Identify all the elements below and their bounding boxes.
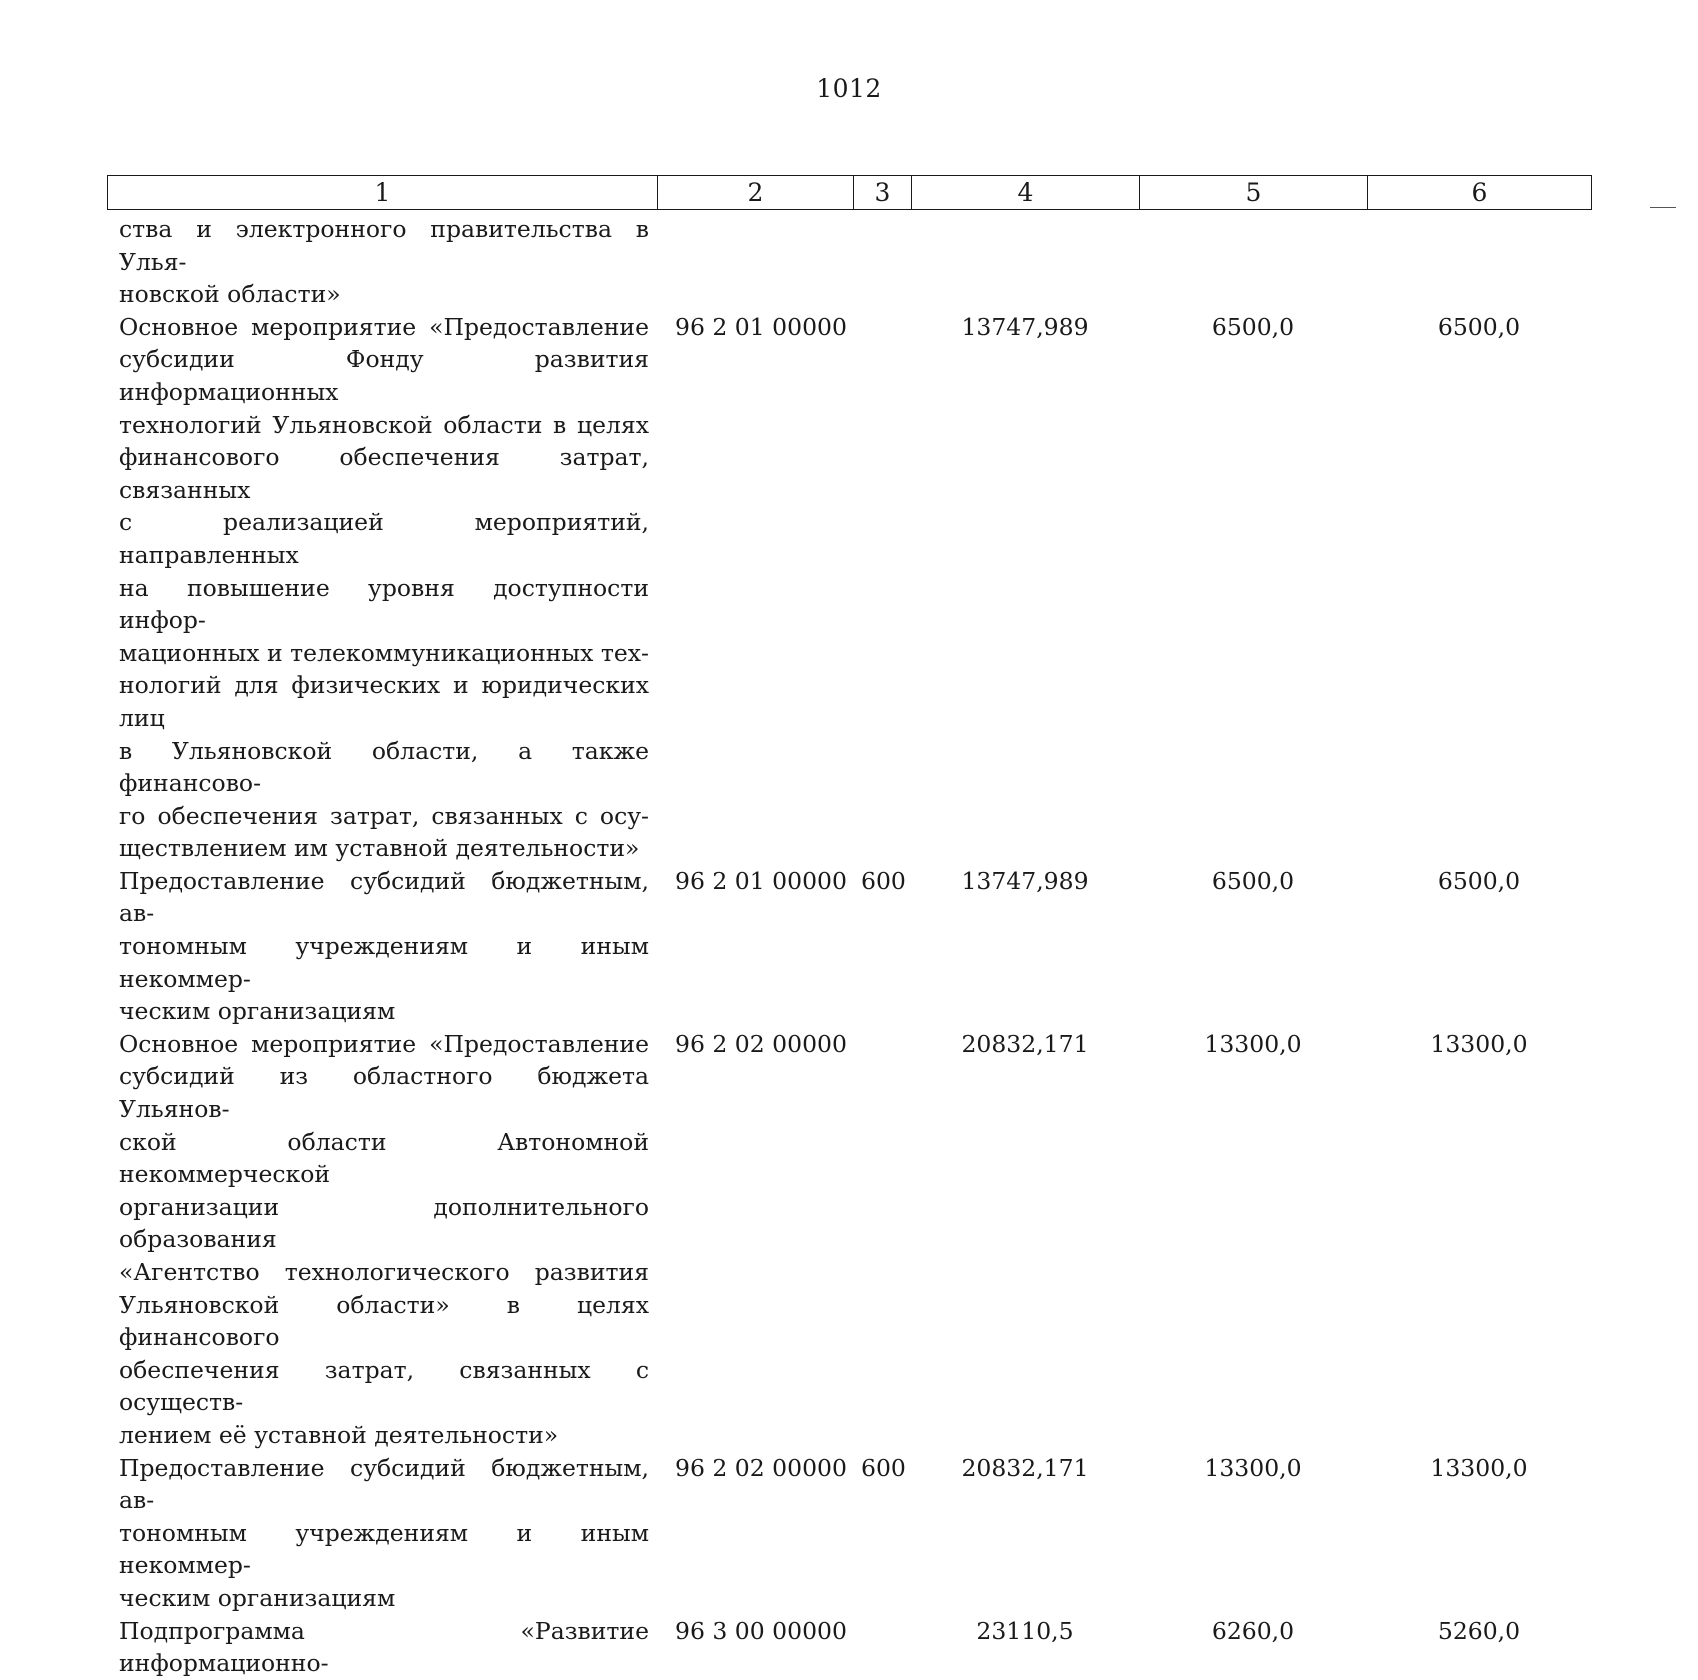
row-value-col6: 6500,0 <box>1437 312 1521 341</box>
row-value-col6: 5260,0 <box>1437 1616 1521 1645</box>
description-line: ской области Автономной некоммерческой <box>119 1127 649 1189</box>
table-row <box>107 1028 1591 1452</box>
margin-mark <box>1650 207 1676 208</box>
row-value-col6: 13300,0 <box>1430 1029 1528 1058</box>
row-code: 96 2 01 00000 <box>675 866 847 895</box>
description-line: субсидии Фонду развития информационных <box>119 345 649 406</box>
description-line: обеспечения затрат, связанных с осуществ- <box>119 1355 649 1417</box>
header-col-5: 5 <box>1140 176 1368 210</box>
row-value-col5 <box>1139 213 1367 311</box>
description-line: Предоставление субсидий бюджетным, ав- <box>119 1453 649 1515</box>
row-description <box>107 311 657 865</box>
row-value-col4: 20832,171 <box>961 1029 1089 1058</box>
row-value-col5: 13300,0 <box>1204 1453 1302 1482</box>
description-line: го обеспечения затрат, связанных с осу- <box>119 801 649 830</box>
row-code: 96 3 00 00000 <box>675 1616 847 1645</box>
row-description <box>107 1028 657 1452</box>
description-line: мационных и телекоммуникационных тех- <box>119 638 649 667</box>
description-line: тономным учреждениям и иным некоммер- <box>119 932 649 993</box>
row-value-col4: 20832,171 <box>961 1453 1089 1482</box>
header-col-4: 4 <box>912 176 1140 210</box>
table-row <box>107 865 1591 1028</box>
row-expense-type <box>853 311 911 865</box>
description-line: тономным учреждениям и иным некоммер- <box>119 1518 649 1580</box>
description-line: ства и электронного правительства в Улья- <box>119 215 649 276</box>
row-expense-type <box>853 1028 911 1452</box>
row-description <box>107 1452 657 1615</box>
row-value-col6 <box>1367 213 1591 311</box>
description-line: с реализацией мероприятий, направленных <box>119 508 649 569</box>
header-row <box>108 176 1592 210</box>
header-col-2: 2 <box>658 176 854 210</box>
description-line: Основное мероприятие «Предоставление <box>119 312 649 341</box>
description-line: финансового обеспечения затрат, связанных <box>119 443 649 504</box>
row-value-col4: 23110,5 <box>976 1616 1074 1645</box>
description-line: технологий Ульяновской области в целях <box>119 410 649 439</box>
page-number: 1012 <box>816 74 882 103</box>
row-code: 96 2 02 00000 <box>675 1029 847 1058</box>
row-value-col4 <box>911 213 1139 311</box>
row-value-col4: 13747,989 <box>961 866 1089 895</box>
row-expense-type <box>853 1615 911 1680</box>
description-line: новской области» <box>119 280 341 309</box>
row-value-col5: 13300,0 <box>1204 1029 1302 1058</box>
row-description <box>107 865 657 1028</box>
description-line: Подпрограмма «Развитие информационно- <box>119 1616 649 1678</box>
table-row <box>107 1615 1591 1680</box>
description-line: ческим организациям <box>119 1583 396 1612</box>
description-line: Ульяновской области» в целях финансового <box>119 1290 649 1352</box>
row-expense-type <box>853 213 911 311</box>
description-line: субсидий из областного бюджета Ульянов- <box>119 1062 649 1124</box>
row-value-col6: 6500,0 <box>1437 866 1521 895</box>
row-value-col5: 6500,0 <box>1211 866 1295 895</box>
description-line: Предоставление субсидий бюджетным, ав- <box>119 866 649 928</box>
description-line: в Ульяновской области, а также финансово- <box>119 736 649 798</box>
header-col-6: 6 <box>1368 176 1592 210</box>
description-line: нологий для физических и юридических лиц <box>119 671 649 732</box>
description-line: «Агентство технологического развития <box>119 1258 649 1286</box>
table-rows <box>107 213 1591 1680</box>
description-line: на повышение уровня доступности инфор- <box>119 573 649 635</box>
description-line: ческим организациям <box>119 997 396 1026</box>
table-row <box>107 213 1591 311</box>
description-line: Основное мероприятие «Предоставление <box>119 1029 649 1058</box>
table-row <box>107 1452 1591 1615</box>
header-col-1: 1 <box>108 176 658 210</box>
row-code: 96 2 02 00000 <box>675 1453 847 1482</box>
row-expense-type: 600 <box>861 866 906 895</box>
table-header <box>107 175 1592 210</box>
row-code <box>657 213 853 311</box>
budget-table-body <box>107 213 1591 1680</box>
row-value-col5: 6260,0 <box>1211 1616 1295 1645</box>
row-expense-type: 600 <box>861 1453 906 1482</box>
row-value-col5: 6500,0 <box>1211 312 1295 341</box>
description-line: организации дополнительного образования <box>119 1192 649 1254</box>
description-line: ществлением им уставной деятельности» <box>119 834 640 863</box>
description-line: лением её уставной деятельности» <box>119 1420 559 1449</box>
row-description <box>107 213 657 311</box>
row-value-col4: 13747,989 <box>961 312 1089 341</box>
table-row <box>107 311 1591 865</box>
row-code: 96 2 01 00000 <box>675 312 847 341</box>
header-col-3: 3 <box>854 176 912 210</box>
row-value-col6: 13300,0 <box>1430 1453 1528 1482</box>
row-description <box>107 1615 657 1680</box>
